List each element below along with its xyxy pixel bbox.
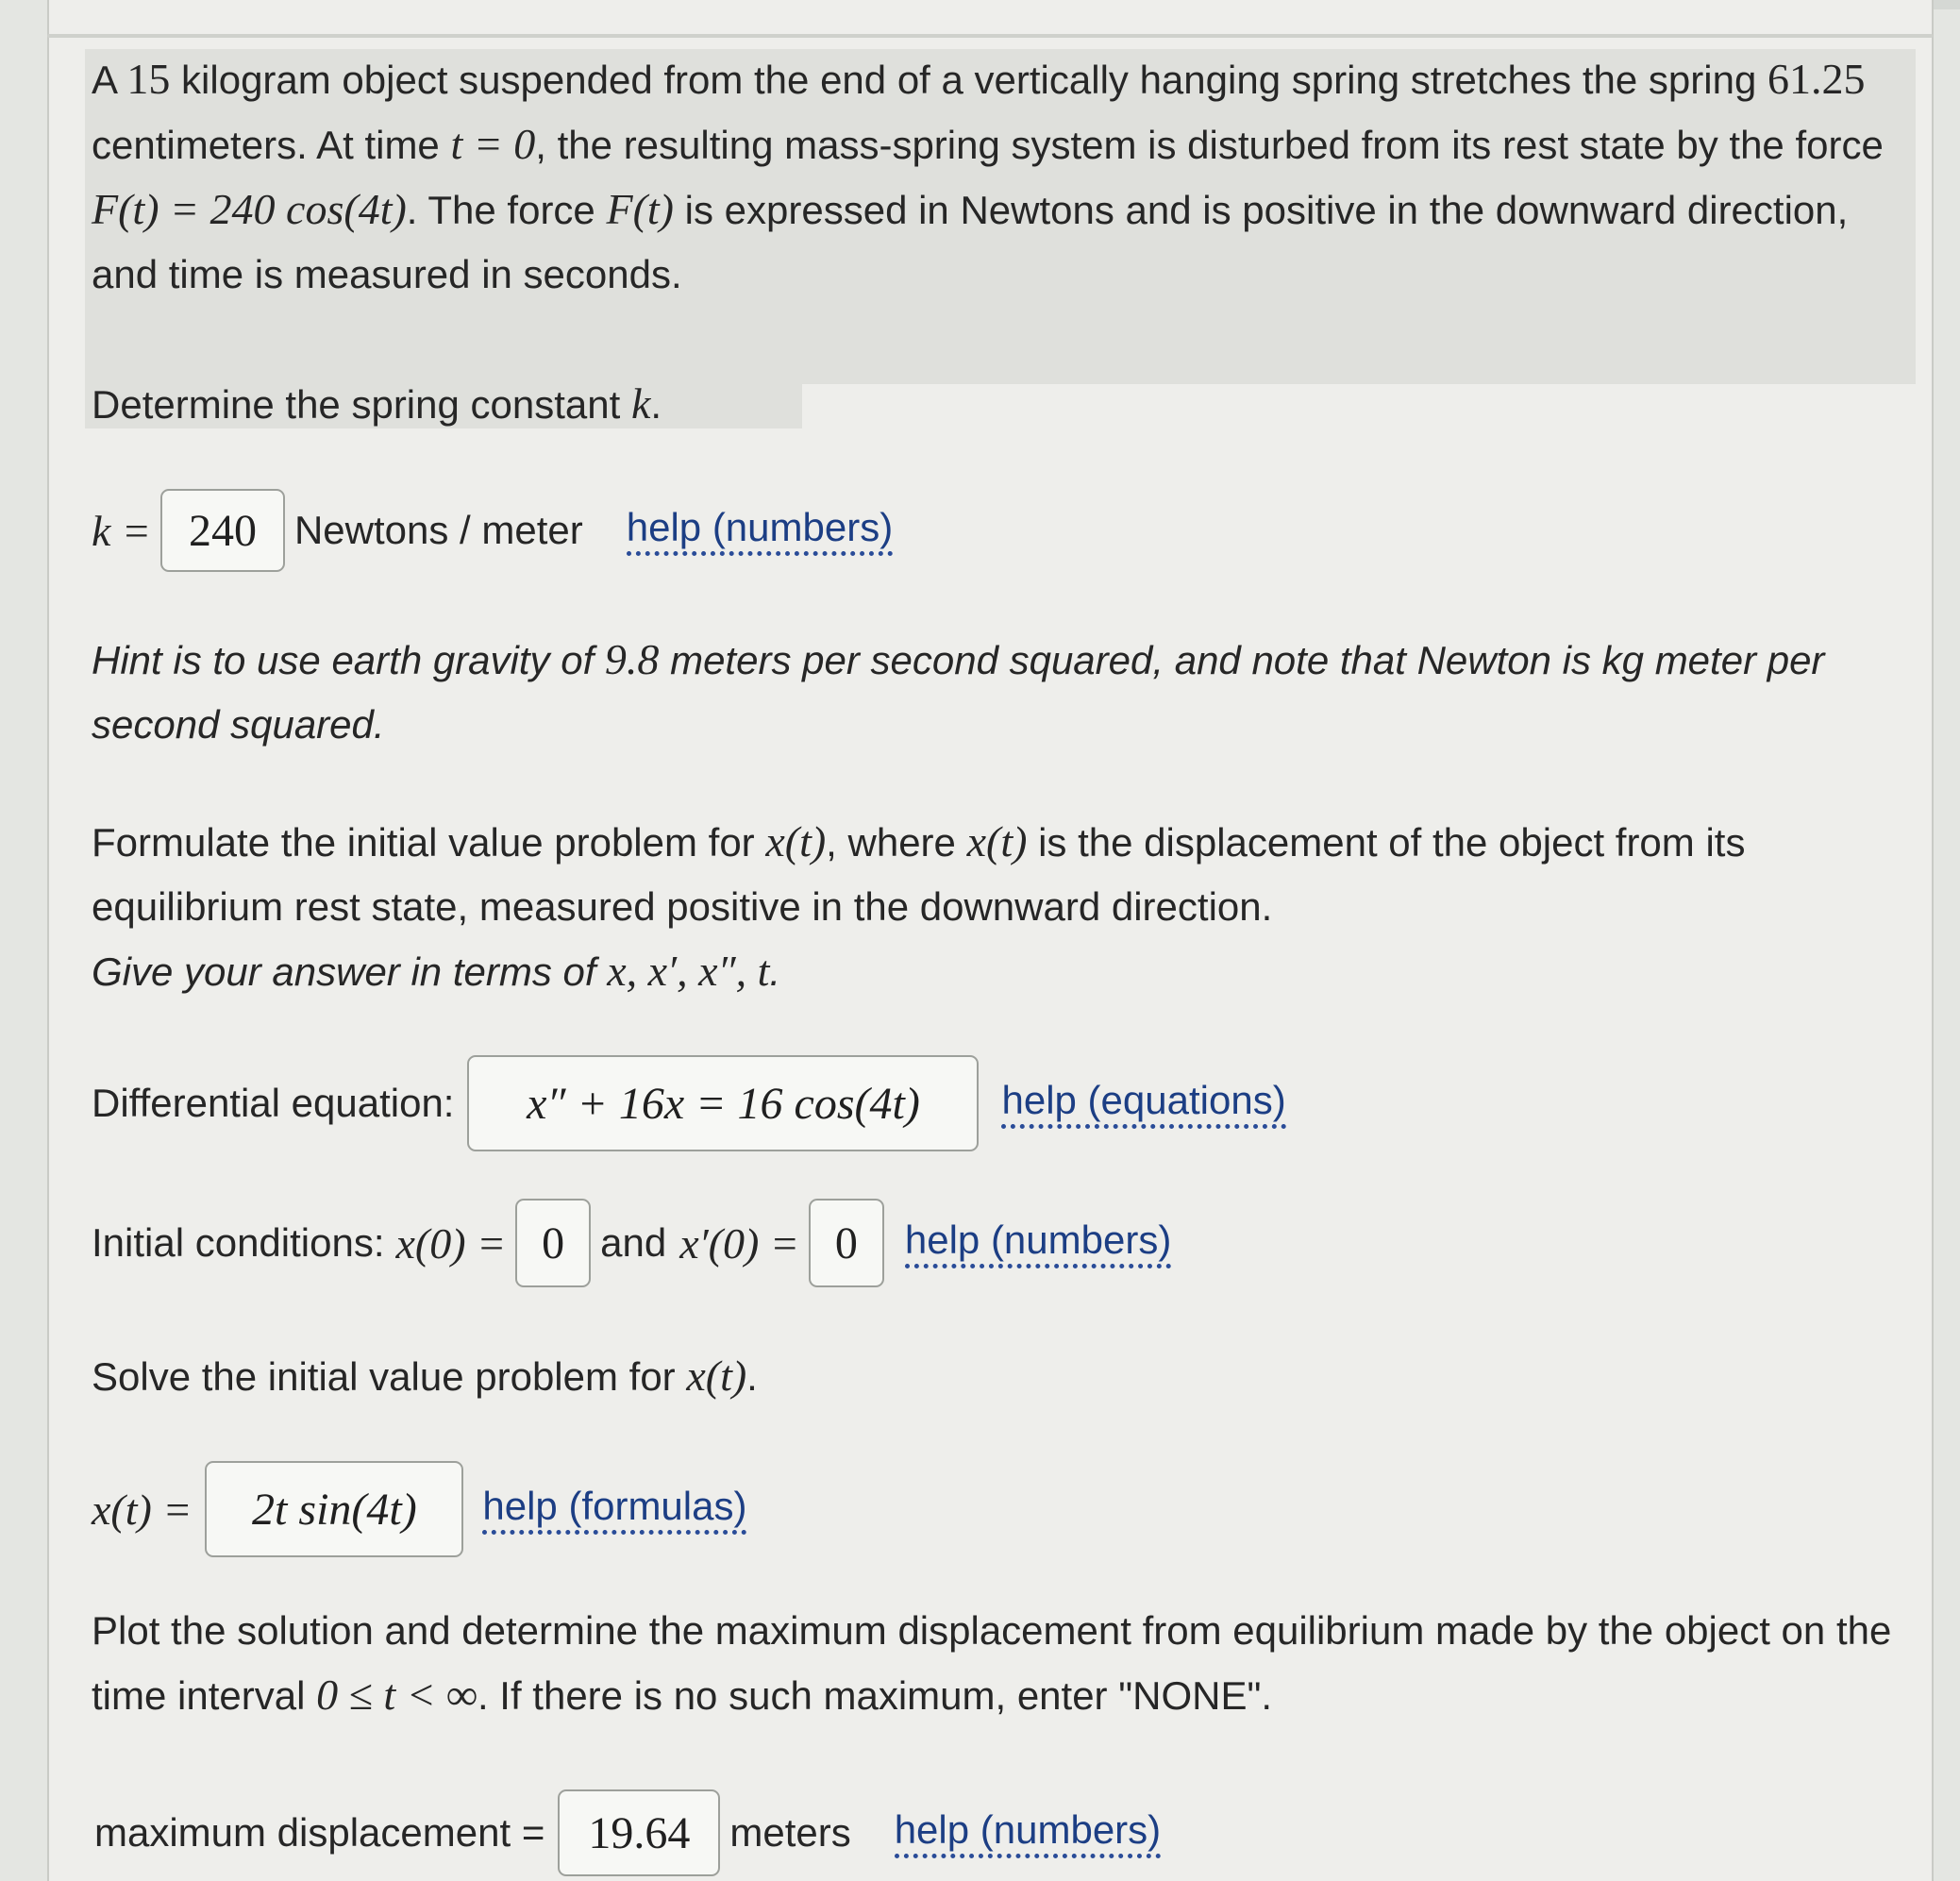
help-numbers-link[interactable]: help (numbers) bbox=[905, 1218, 1171, 1268]
x0-label: x(0) = bbox=[395, 1218, 507, 1268]
differential-equation-row bbox=[92, 1055, 1286, 1151]
hint-text: Hint is to use earth gravity of 9.8 meters per second squared, and note that Newton is kg meter per second squared. bbox=[92, 635, 1825, 747]
spring-constant-row bbox=[92, 489, 893, 572]
ic-label: Initial conditions: bbox=[92, 1220, 385, 1265]
spring-constant-answer-field[interactable]: 240 bbox=[160, 489, 285, 572]
x0-answer-field[interactable]: 0 bbox=[515, 1199, 591, 1287]
help-formulas-link[interactable]: help (formulas) bbox=[482, 1485, 746, 1535]
solution-row bbox=[92, 1461, 746, 1557]
k-label: k = bbox=[92, 506, 151, 555]
formulate-instructions: Formulate the initial value problem for x(t), where x(t) is the displacement of the object from its equilibrium rest state, measured positive in the downward direction. Give your answer in terms of x, x′, x″, t. bbox=[92, 817, 1746, 995]
plot-instructions: Plot the solution and determine the maximum displacement from equilibrium made by the object on the time interval 0 ≤ t < ∞. If there is no such maximum, enter "NONE". bbox=[92, 1608, 1892, 1719]
xt-label: x(t) = bbox=[92, 1485, 193, 1534]
and-label: and bbox=[600, 1220, 667, 1265]
problem-statement: A 15 kilogram object suspended from the end of a vertically hanging spring stretches the spring 61.25 centimeters. At time t = 0, the resulting mass-spring system is disturbed from its rest state by the force F(t) = 240 cos(4t). The force F(t) is expressed in Newtons and is positive in the downward direction, and time is measured in seconds. bbox=[92, 55, 1884, 296]
help-numbers-link[interactable]: help (numbers) bbox=[627, 506, 893, 556]
xprime0-answer-field[interactable]: 0 bbox=[809, 1199, 884, 1287]
max-displacement-label: maximum displacement = bbox=[94, 1810, 545, 1855]
initial-conditions-row bbox=[92, 1199, 1171, 1287]
de-label: Differential equation: bbox=[92, 1081, 455, 1125]
units-label: Newtons / meter bbox=[293, 508, 583, 552]
card-divider bbox=[47, 34, 1933, 38]
help-equations-link[interactable]: help (equations) bbox=[1001, 1079, 1285, 1129]
help-numbers-link[interactable]: help (numbers) bbox=[895, 1808, 1161, 1858]
differential-equation-answer-field[interactable]: x″ + 16x = 16 cos(4t) bbox=[467, 1055, 979, 1151]
xprime0-label: x′(0) = bbox=[679, 1218, 799, 1268]
solution-answer-field[interactable]: 2t sin(4t) bbox=[205, 1461, 463, 1557]
meters-label: meters bbox=[729, 1810, 851, 1855]
maximum-displacement-row bbox=[94, 1789, 1161, 1876]
max-displacement-answer-field[interactable]: 19.64 bbox=[558, 1789, 720, 1876]
solve-instructions: Solve the initial value problem for x(t). bbox=[92, 1352, 758, 1400]
question-spring-constant: Determine the spring constant k. bbox=[92, 379, 662, 428]
